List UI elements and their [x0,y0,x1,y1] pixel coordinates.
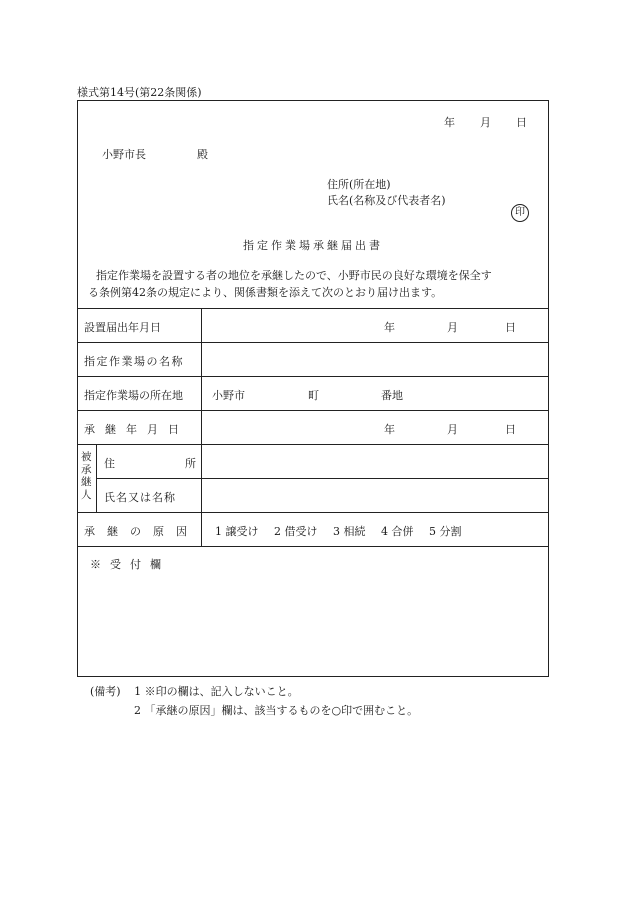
note-item: 1 ※印の欄は、記入しないこと。 [134,685,299,698]
row-label-succession-date: 承継年月日 [84,423,189,436]
row-label-notification-date [84,319,194,335]
site-name-field[interactable] [202,343,548,375]
applicant-name-label: 氏名(名称及び代表者名) [327,194,446,207]
seal-mark: 印 [511,204,529,222]
note-item: 2 「承継の原因」欄は、該当するものを○印で囲むこと。 [134,704,419,717]
notification-date-field[interactable] [202,309,548,341]
row-label-site-name: 指定作業場の名称 [84,355,184,368]
reception-area [79,547,547,675]
succession-date-year: 年 [384,423,395,436]
notification-date-month: 月 [447,321,458,334]
body-text-line-1: 指定作業場を設置する者の地位を承継したので、小野市民の良好な環境を保全す [96,269,492,282]
succession-date-month: 月 [447,423,458,436]
header-date-day: 日 [516,116,527,129]
notes-heading: (備考) [90,685,121,698]
table-rule [78,512,548,513]
table-column-rule [96,444,97,512]
addressee-honorific: 殿 [197,148,208,161]
predecessor-address-field[interactable] [202,445,548,477]
header-date-year: 年 [444,116,455,129]
body-text-line-2: る条例第42条の規定により、関係書類を添えて次のとおり届け出ます。 [88,286,443,299]
cause-option[interactable]: 5 分割 [429,525,462,538]
predecessor-address-label-start: 住 [104,457,115,470]
notification-date-day: 日 [505,321,516,334]
header-date-month: 月 [480,116,491,129]
succession-cause-options [215,523,462,539]
location-town: 町 [308,389,319,402]
predecessor-address-label-end: 所 [185,457,196,470]
row-label-site-location: 指定作業場の所在地 [84,389,183,402]
applicant-address-label: 住所(所在地) [327,178,391,191]
succession-date-day: 日 [505,423,516,436]
row-label-succession-cause: 承継の原因 [84,525,199,538]
addressee: 小野市長 [102,148,146,161]
cause-option[interactable]: 4 合併 [381,525,414,538]
cause-option[interactable]: 3 相続 [333,525,366,538]
form-number-label: 様式第14号(第22条関係) [77,86,202,99]
row-label-text: 設置届出年月日 [84,321,161,334]
notification-date-year: 年 [384,321,395,334]
succession-date-field[interactable] [202,411,548,443]
document-title: 指定作業場承継届出書 [243,239,383,252]
cause-option[interactable]: 2 借受け [274,525,318,538]
predecessor-name-field[interactable] [202,479,548,511]
predecessor-name-label: 氏名又は名称 [104,491,176,504]
notes-section [90,682,418,720]
site-location-field[interactable] [202,377,548,409]
row-label-predecessor: 被承継人 [81,451,92,501]
reception-label: ※受付欄 [90,558,170,571]
form-frame [77,100,549,677]
location-city: 小野市 [212,389,245,402]
location-banchi: 番地 [381,389,403,402]
cause-option[interactable]: 1 譲受け [215,525,259,538]
